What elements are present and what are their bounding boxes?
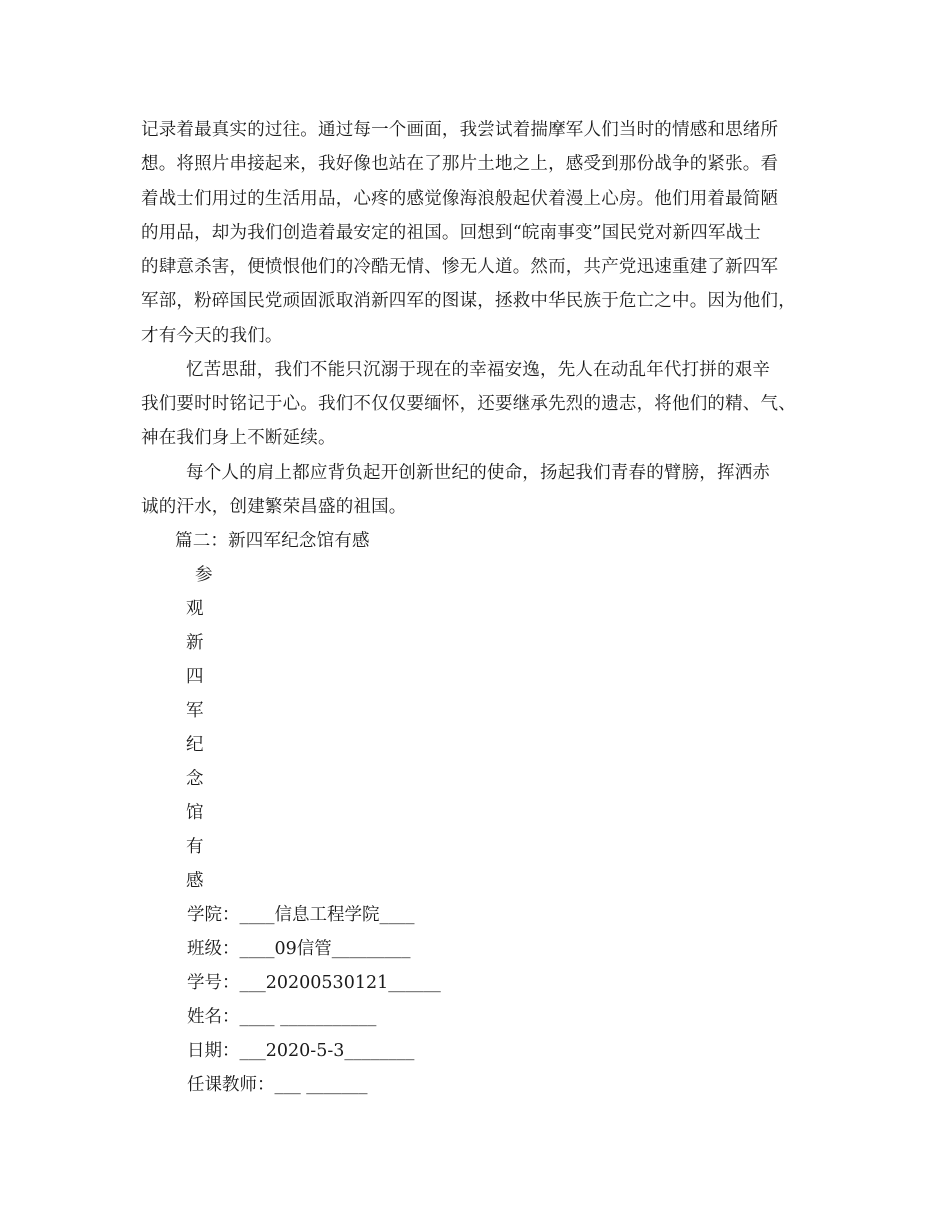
paragraph-1-line-1: 记录着最真实的过往。通过每一个画面，我尝试着揣摩军人们当时的情感和思绪所 <box>141 120 779 140</box>
date-field: 日期：___2020-5-3________ <box>187 1041 415 1061</box>
vertical-title-char: 感 <box>186 871 204 891</box>
vertical-title-char: 新 <box>186 633 204 653</box>
student-id-field: 学号：___20200530121______ <box>187 973 441 993</box>
paragraph-2-line-1: 忆苦思甜，我们不能只沉溺于现在的幸福安逸，先人在动乱年代打拼的艰辛 <box>186 360 771 380</box>
paragraph-1-line-5: 的肆意杀害，便愤恨他们的冷酷无情、惨无人道。然而，共产党迅速重建了新四军 <box>141 257 779 277</box>
vertical-title-char: 观 <box>186 599 204 619</box>
paragraph-1-line-4: 的用品，却为我们创造着最安定的祖国。回想到“皖南事变”国民党对新四军战士 <box>141 223 762 243</box>
teacher-field: 任课教师：___ _______ <box>187 1075 368 1095</box>
paragraph-3-line-1: 每个人的肩上都应背负起开创新世纪的使命，扬起我们青春的臂膀，挥洒赤 <box>186 463 771 483</box>
paragraph-2-line-3: 神在我们身上不断延续。 <box>141 428 336 448</box>
paragraph-1-line-7: 才有今天的我们。 <box>141 326 283 346</box>
class-field: 班级：____09信管_________ <box>187 939 411 959</box>
paragraph-1-line-2: 想。将照片串接起来，我好像也站在了那片土地之上，感受到那份战争的紧张。看 <box>141 154 779 174</box>
vertical-title-char: 纪 <box>186 735 204 755</box>
college-field: 学院：____信息工程学院____ <box>187 905 415 925</box>
name-field: 姓名：____ ___________ <box>187 1007 377 1027</box>
paragraph-3-line-2: 诚的汗水，创建繁荣昌盛的祖国。 <box>141 497 407 517</box>
paragraph-1-line-6: 军部，粉碎国民党顽固派取消新四军的图谋，拯救中华民族于危亡之中。因为他们， <box>141 291 796 311</box>
section-heading: 篇二：新四军纪念馆有感 <box>175 531 370 551</box>
paragraph-2-line-2: 我们要时时铭记于心。我们不仅仅要缅怀，还要继承先烈的遗志，将他们的精、气、 <box>141 394 796 414</box>
vertical-title-char: 念 <box>186 769 204 789</box>
vertical-title-char: 四 <box>186 667 204 687</box>
vertical-title-char: 参 <box>195 565 213 585</box>
vertical-title-char: 军 <box>186 701 204 721</box>
vertical-title-char: 有 <box>186 837 204 857</box>
vertical-title-char: 馆 <box>186 803 204 823</box>
paragraph-1-line-3: 着战士们用过的生活用品，心疼的感觉像海浪般起伏着漫上心房。他们用着最简陋 <box>141 189 779 209</box>
